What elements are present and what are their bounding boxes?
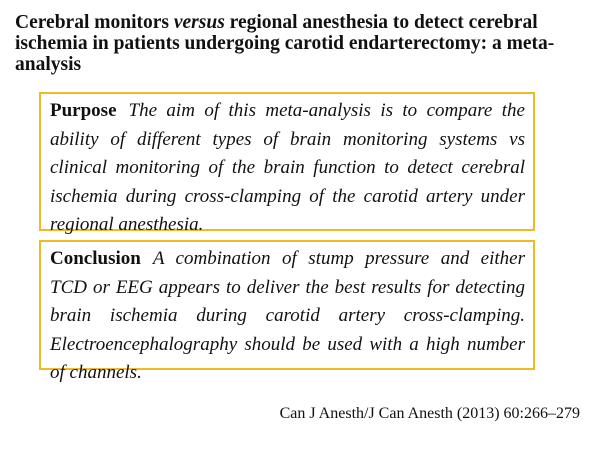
conclusion-box [39,240,535,383]
title-part-1: Cerebral monitors [15,12,174,33]
title-emphasis: versus [173,12,225,33]
conclusion-heading: Conclusion [50,248,141,269]
title-part-2: regional anesthesia to detect cerebral ischemia in patients undergoing carotid endarterectomy: a meta-analysis [15,12,555,75]
journal-citation: Can J Anesth/J Can Anesth (2013) 60:266–279 [279,405,580,422]
conclusion-text: A combination of stump pressure and either TCD or EEG appears to deliver the best results for detecting brain ischemia during carotid artery cross-clamping. Electroencephalography should be used with a high number of channels. [50,248,525,383]
purpose-text: The aim of this meta-analysis is to compare the ability of different types of brain monitoring systems vs clinical monitoring of the brain function to detect cerebral ischemia during cross-clamping of the carotid artery under regional anesthesia. [50,100,525,235]
purpose-box [39,92,535,235]
purpose-heading: Purpose [50,100,117,121]
paper-title [15,12,590,75]
